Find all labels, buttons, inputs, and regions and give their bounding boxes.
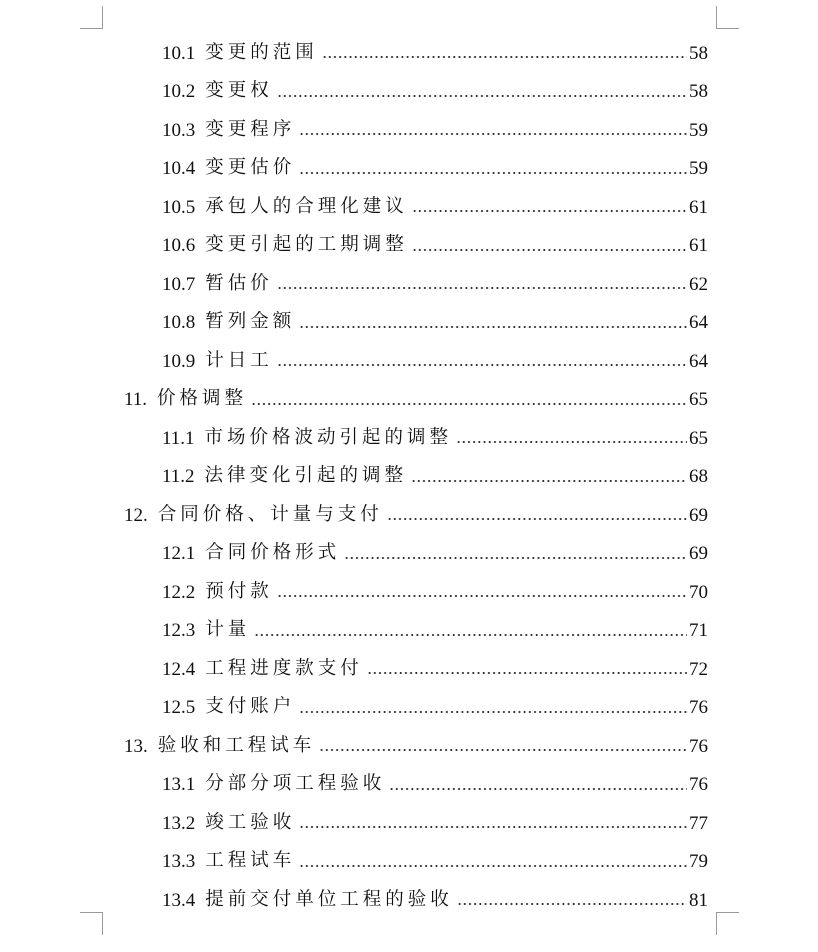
toc-entry-number: 10.1 bbox=[162, 42, 196, 64]
toc-entry-number: 10.8 bbox=[162, 312, 196, 333]
toc-entry-title: 计日工 bbox=[205, 349, 273, 371]
toc-entry-number: 13. bbox=[124, 735, 148, 757]
toc-dot-leader bbox=[319, 749, 687, 751]
toc-entry-number: 10.9 bbox=[162, 350, 196, 372]
toc-entry-title: 暂列金额 bbox=[205, 311, 296, 333]
toc-entry-number: 10.7 bbox=[162, 273, 196, 295]
toc-entry[interactable] bbox=[162, 73, 708, 111]
toc-entry-page-number: 58 bbox=[689, 42, 708, 64]
toc-entry-title: 分部分项工程验收 bbox=[205, 773, 386, 795]
toc-entry-title: 合同价格、计量与支付 bbox=[157, 503, 383, 525]
toc-entry-number: 12.4 bbox=[162, 658, 196, 680]
toc-entry-page-number: 79 bbox=[689, 851, 708, 872]
toc-dot-leader bbox=[412, 249, 687, 251]
toc-entry-title: 验收和工程试车 bbox=[157, 734, 316, 756]
toc-entry-title: 工程试车 bbox=[205, 850, 296, 872]
toc-entry-page-number: 68 bbox=[689, 466, 708, 487]
toc-entry-page-number: 61 bbox=[689, 235, 708, 256]
corner-mark-top-right bbox=[716, 6, 739, 29]
toc-entry-page-number: 81 bbox=[689, 889, 708, 911]
toc-dot-leader bbox=[457, 903, 687, 905]
toc-dot-leader bbox=[387, 518, 687, 520]
toc-entry-page-number: 77 bbox=[689, 812, 708, 834]
toc-dot-leader bbox=[299, 826, 687, 828]
toc-entry[interactable] bbox=[162, 458, 708, 496]
toc-entry-page-number: 58 bbox=[689, 81, 708, 102]
toc-entry-number: 12.5 bbox=[162, 697, 196, 718]
toc-entry[interactable] bbox=[162, 766, 708, 804]
toc-dot-leader bbox=[299, 172, 687, 174]
toc-entry-title: 合同价格形式 bbox=[205, 542, 341, 564]
toc-entry-number: 11.2 bbox=[162, 466, 195, 487]
corner-mark-bottom-right bbox=[716, 912, 739, 935]
toc-entry-title: 变更程序 bbox=[205, 118, 296, 140]
toc-entry-number: 13.3 bbox=[162, 851, 196, 872]
toc-entry-title: 变更引起的工期调整 bbox=[205, 234, 408, 256]
toc-entry[interactable] bbox=[162, 535, 708, 573]
toc-entry-number: 10.2 bbox=[162, 81, 196, 102]
toc-entry[interactable] bbox=[162, 881, 708, 919]
toc-entry[interactable] bbox=[162, 804, 708, 842]
toc-entry-page-number: 61 bbox=[689, 196, 708, 218]
toc-entry[interactable] bbox=[162, 689, 708, 727]
toc-entry[interactable] bbox=[162, 111, 708, 149]
toc-entry[interactable] bbox=[124, 727, 708, 765]
toc-entry-page-number: 76 bbox=[689, 774, 708, 795]
toc-entry-page-number: 76 bbox=[689, 735, 708, 757]
toc-dot-leader bbox=[367, 672, 687, 674]
toc-dot-leader bbox=[277, 595, 687, 597]
toc-entry[interactable] bbox=[162, 419, 708, 457]
toc-entry-page-number: 69 bbox=[689, 504, 708, 526]
toc-dot-leader bbox=[412, 210, 687, 212]
toc-entry-page-number: 72 bbox=[689, 658, 708, 680]
toc-entry-number: 11. bbox=[124, 389, 148, 410]
toc-entry-title: 法律变化引起的调整 bbox=[204, 465, 408, 487]
toc-entry[interactable] bbox=[124, 496, 708, 534]
toc-dot-leader bbox=[299, 133, 687, 135]
toc-entry-title: 暂估价 bbox=[205, 272, 273, 294]
toc-dot-leader bbox=[344, 557, 687, 559]
toc-dot-leader bbox=[411, 480, 687, 482]
toc-entry-number: 10.6 bbox=[162, 235, 196, 256]
toc-entry[interactable] bbox=[162, 612, 708, 650]
toc-dot-leader bbox=[254, 634, 687, 636]
toc-entry[interactable] bbox=[162, 650, 708, 688]
toc-entry-number: 12. bbox=[124, 504, 148, 526]
toc-entry-number: 10.4 bbox=[162, 158, 196, 179]
toc-entry-number: 13.2 bbox=[162, 812, 196, 834]
toc-entry-number: 12.3 bbox=[162, 620, 196, 641]
toc-dot-leader bbox=[299, 711, 687, 713]
toc-dot-leader bbox=[277, 95, 687, 97]
toc-entry-page-number: 59 bbox=[689, 119, 708, 141]
toc-entry-page-number: 59 bbox=[689, 158, 708, 179]
toc-entry-number: 13.4 bbox=[162, 889, 196, 911]
corner-mark-bottom-left bbox=[80, 912, 103, 935]
toc-entry-title: 变更的范围 bbox=[205, 41, 318, 63]
corner-mark-top-left bbox=[80, 6, 103, 29]
toc-entry-page-number: 71 bbox=[689, 620, 708, 641]
toc-entry-page-number: 65 bbox=[689, 389, 708, 410]
toc-entry-page-number: 76 bbox=[689, 697, 708, 718]
toc-entry-title: 变更权 bbox=[205, 80, 273, 102]
toc-dot-leader bbox=[322, 56, 687, 58]
toc-entry-page-number: 62 bbox=[689, 273, 708, 295]
toc-entry[interactable] bbox=[162, 304, 708, 342]
toc-entry-number: 12.2 bbox=[162, 581, 196, 603]
toc-entry-page-number: 69 bbox=[689, 543, 708, 564]
toc-dot-leader bbox=[456, 441, 687, 443]
toc-entry-title: 工程进度款支付 bbox=[205, 657, 363, 679]
toc-entry-number: 10.3 bbox=[162, 119, 196, 141]
toc-entry[interactable] bbox=[162, 227, 708, 265]
toc-entry-title: 变更估价 bbox=[205, 157, 296, 179]
toc-entry[interactable] bbox=[162, 34, 708, 72]
toc-entry[interactable] bbox=[162, 188, 708, 226]
toc-entry-page-number: 70 bbox=[689, 581, 708, 603]
toc-entry-title: 支付账户 bbox=[205, 696, 296, 718]
toc-entry-title: 预付款 bbox=[205, 580, 273, 602]
toc-entry[interactable] bbox=[162, 573, 708, 611]
toc-entry-title: 计量 bbox=[205, 619, 251, 641]
toc-entry-title: 承包人的合理化建议 bbox=[205, 195, 408, 217]
toc-entry-title: 提前交付单位工程的验收 bbox=[205, 888, 453, 910]
toc-entry[interactable] bbox=[162, 150, 708, 188]
toc-entry-page-number: 64 bbox=[689, 350, 708, 372]
toc-dot-leader bbox=[251, 403, 687, 405]
toc-dot-leader bbox=[389, 788, 687, 790]
toc-entry-title: 竣工验收 bbox=[205, 811, 296, 833]
toc-entry-page-number: 65 bbox=[689, 427, 708, 449]
toc-entry-number: 12.1 bbox=[162, 543, 196, 564]
toc-entry-number: 11.1 bbox=[162, 427, 195, 449]
toc-entry[interactable] bbox=[162, 265, 708, 303]
toc-dot-leader bbox=[277, 364, 687, 366]
toc-entry-number: 13.1 bbox=[162, 774, 196, 795]
toc-entry-title: 市场价格波动引起的调整 bbox=[204, 426, 453, 448]
toc-entry[interactable] bbox=[124, 381, 708, 419]
toc-entry[interactable] bbox=[162, 843, 708, 881]
toc-dot-leader bbox=[277, 287, 687, 289]
toc-dot-leader bbox=[299, 865, 687, 867]
toc-entry-page-number: 64 bbox=[689, 312, 708, 333]
toc-entry[interactable] bbox=[162, 342, 708, 380]
toc-entry-number: 10.5 bbox=[162, 196, 196, 218]
toc-entry-title: 价格调整 bbox=[157, 388, 248, 410]
toc-dot-leader bbox=[299, 326, 687, 328]
